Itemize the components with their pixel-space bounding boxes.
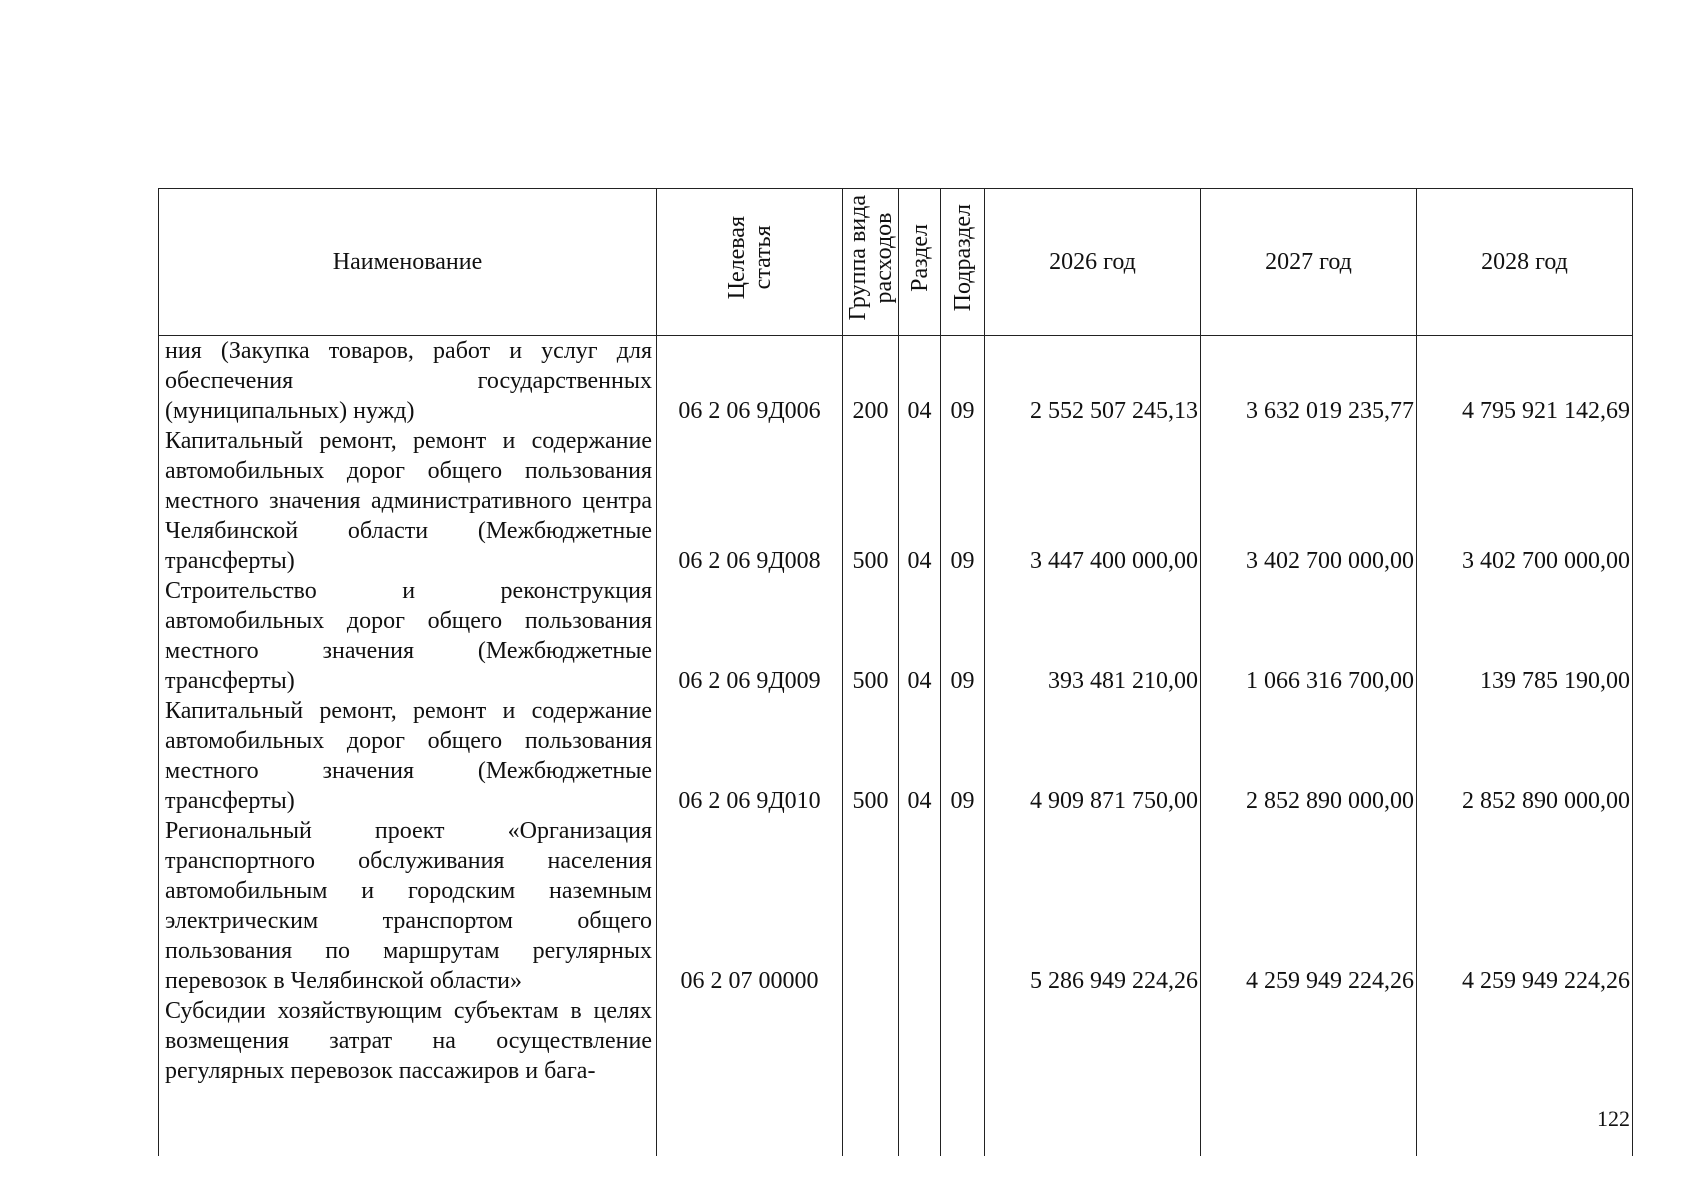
header-subsection: Подраздел — [941, 189, 985, 336]
row-expense-group: 200 — [843, 336, 899, 427]
row-section — [899, 996, 941, 1156]
row-amount-2028: 139 785 190,00 — [1417, 576, 1633, 696]
row-amount-2027: 1 066 316 700,00 — [1201, 576, 1417, 696]
header-year-2027: 2027 год — [1201, 189, 1417, 336]
row-amount-2026: 3 447 400 000,00 — [985, 426, 1201, 576]
header-section: Раздел — [899, 189, 941, 336]
row-section — [899, 816, 941, 996]
row-expense-group: 500 — [843, 696, 899, 816]
row-amount-2028 — [1417, 996, 1633, 1156]
page-number: 122 — [1597, 1106, 1630, 1131]
table-row — [159, 696, 1633, 816]
row-target-article: 06 2 06 9Д006 — [657, 336, 843, 427]
row-amount-2027 — [1201, 996, 1417, 1156]
row-amount-2027: 2 852 890 000,00 — [1201, 696, 1417, 816]
row-amount-2026: 393 481 210,00 — [985, 576, 1201, 696]
row-subsection — [941, 996, 985, 1156]
row-name: ния (Закупка товаров, работ и услуг для обеспечения государственных (муниципальных) нужд) — [159, 336, 657, 427]
row-subsection: 09 — [941, 336, 985, 427]
table-row — [159, 816, 1633, 996]
row-subsection — [941, 816, 985, 996]
budget-table — [158, 188, 1633, 1156]
row-section: 04 — [899, 426, 941, 576]
row-subsection: 09 — [941, 576, 985, 696]
row-expense-group — [843, 996, 899, 1156]
table-row — [159, 576, 1633, 696]
table-row — [159, 996, 1633, 1156]
row-subsection: 09 — [941, 426, 985, 576]
row-expense-group: 500 — [843, 426, 899, 576]
row-target-article: 06 2 07 00000 — [657, 816, 843, 996]
row-amount-2027: 4 259 949 224,26 — [1201, 816, 1417, 996]
row-amount-2028: 4 795 921 142,69 — [1417, 336, 1633, 427]
row-amount-2026 — [985, 996, 1201, 1156]
header-name: Наименование — [159, 189, 657, 336]
header-expense-group: Группа вида расходов — [843, 189, 899, 336]
row-section: 04 — [899, 696, 941, 816]
row-name: Строительство и реконструкция автомобильных дорог общего пользования местного значения (Межбюджетные трансферты) — [159, 576, 657, 696]
row-amount-2028: 2 852 890 000,00 — [1417, 696, 1633, 816]
header-target-article: Целевая статья — [657, 189, 843, 336]
row-section: 04 — [899, 576, 941, 696]
row-amount-2026: 2 552 507 245,13 — [985, 336, 1201, 427]
row-amount-2026: 5 286 949 224,26 — [985, 816, 1201, 996]
row-amount-2027: 3 402 700 000,00 — [1201, 426, 1417, 576]
row-amount-2027: 3 632 019 235,77 — [1201, 336, 1417, 427]
row-target-article — [657, 996, 843, 1156]
header-year-2028: 2028 год — [1417, 189, 1633, 336]
row-expense-group: 500 — [843, 576, 899, 696]
row-target-article: 06 2 06 9Д010 — [657, 696, 843, 816]
row-section: 04 — [899, 336, 941, 427]
row-amount-2026: 4 909 871 750,00 — [985, 696, 1201, 816]
table-row — [159, 336, 1633, 427]
row-name: Капитальный ремонт, ремонт и содержание автомобильных дорог общего пользования местного значения (Межбюджетные трансферты) — [159, 696, 657, 816]
row-amount-2028: 4 259 949 224,26 — [1417, 816, 1633, 996]
table-header-row — [159, 189, 1633, 336]
row-name: Субсидии хозяйствующим субъектам в целях возмещения затрат на осуществление регулярных перевозок пассажиров и бага- — [159, 996, 657, 1156]
row-target-article: 06 2 06 9Д009 — [657, 576, 843, 696]
row-expense-group — [843, 816, 899, 996]
row-name: Капитальный ремонт, ремонт и содержание автомобильных дорог общего пользования местного значения административного центра Челябинской области (Межбюджетные трансферты) — [159, 426, 657, 576]
table-row — [159, 426, 1633, 576]
row-amount-2028: 3 402 700 000,00 — [1417, 426, 1633, 576]
row-name: Региональный проект «Организация транспортного обслуживания населения автомобильным и городским наземным электрическим транспортом общего пользования по маршрутам регулярных перевозок в Челябинской области» — [159, 816, 657, 996]
header-year-2026: 2026 год — [985, 189, 1201, 336]
row-target-article: 06 2 06 9Д008 — [657, 426, 843, 576]
row-subsection: 09 — [941, 696, 985, 816]
